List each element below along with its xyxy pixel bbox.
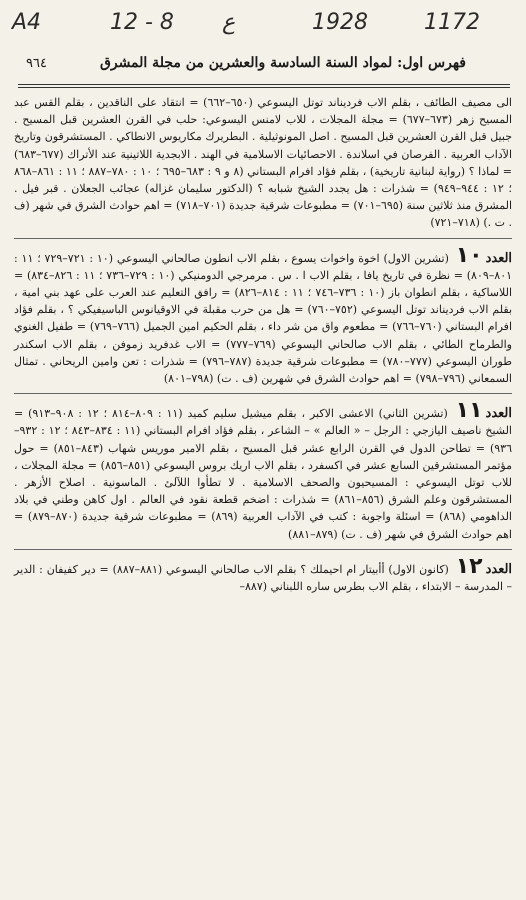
handwritten-ayn: ع xyxy=(222,10,236,35)
issue-month: (تشرين الثاني) xyxy=(378,407,448,421)
section-divider xyxy=(14,238,512,239)
issue-contents: الاعشى الاكبر ، بقلم ميشيل سليم كميد (١١ : ٨٠٩–٨١٤ ؛ ١٢ : ٩٠٨–٩١٣) = الشيخ ناصيف اليازجي : الرجل – « العالم » – الشاعر ، بقلم فؤاد افرام البستاني (١١ : ٨٣٤–٨٤٣ ؛ ١٢ : ٩٣٢–٩٣٦) = تطاحن الدول في القرن الرابع عشر قبل المسيح ، بقلم الامير موريس شهاب (٨٤٣–٨٥١) = حول مؤتمر المستشرقين السابع عشر في اكسفرد ، بقلم الاب اريك بروس اليسوعي (٨٥١–٨٥٦) = مجلة المجلات ، للاب توتل اليسوعي : المسيحيون والصحف الاسلامية . لا تطأوا اللآلئ . الماسونية . اصلاح الأزهر . المستشرقون وعلم الشرق (٨٥٦–٨٦١) = شذرات : اضخم قطعة نقود في العالم . اول كاهن وطني في بلاد الداهومي (٨٦٨) = اسئلة واجوبة : كتب في الآداب العربية (٨٦٩) = مطبوعات شرقية جديدة (٨٧٠–٨٧٩) = اهم حوادث الشرق في شهر (ف . ت) (٨٧٩–٨٨١) xyxy=(14,407,513,541)
issue-contents: اخوة واخوات يسوع ، بقلم الاب انطون صالحاني اليسوعي (١٠ : ٧٢١–٧٢٩ ؛ ١١ : ٨٠١–٨٠٩) = نظرة في تاريخ يافا ، بقلم الاب ا . س . مرمرجي الدومنيكي (١٠ : ٧٢٩–٧٣٦ ؛ ١١ : ٨٢٦–٨٣٤) = اللاساكية ، بقلم انطوان باز (١٠ : ٧٣٦–٧٤٦ ؛ ١١ : ٨١٤–٨٢٦) = رافق التعليم عند العرب على عهد بني امية ، بقلم الاب فرديناند توتل اليسوعي (٧٥٢–٧٦٠) = هل من حرب مقبلة في الاوقيانوس الباسيفيكي ؟ ، بقلم فؤاد افرام البستاني (٧٦٠–٧٦٦) = مطعوم واق من شر داء ، بقلم الحكيم امين الجميل (٧٦٦–٧٦٩) = طفيل الغنوي والطرماح الطائي ، بقلم الاب صالحاني اليسوعي (٧٦٩–٧٧٧) = الاب غدفريد زموفن ، بقلم الاب اسكندر طوران اليسوعي (٧٧٧–٧٨٠) = مطبوعات شرقية جديدة (٧٨٧–٧٩٦) = شذرات : تعن وامين الريحاني . تمثال السمعاني (٧٩٦–٧٩٨) = اهم حوادث الشرق في شهرين (ف . ت) (٧٩٨–٨٠١) xyxy=(14,251,513,386)
page-number: ٩٦٤ xyxy=(26,56,47,71)
issue-section xyxy=(14,398,513,543)
issue-section xyxy=(14,553,513,595)
index-body xyxy=(14,94,512,595)
issue-month: (كانون الاول) xyxy=(388,562,449,576)
page-title: فهرس اول: لمواد السنة السادسة والعشرين من مجلة المشرق xyxy=(99,55,466,71)
issue-contents: أأبيتار ام احيملك ؟ بقلم الاب صالحاني اليسوعي (٨٨١–٨٨٧) = دير كفيفان : الدير – المدرسة – الابتداء ، بقلم الاب بطرس ساره اللبناني (٨٨٧– xyxy=(14,562,512,594)
handwritten-year: 1928 xyxy=(312,10,368,35)
issue-number: ١٢ xyxy=(455,553,483,579)
handwritten-annotation xyxy=(0,10,526,42)
handwritten-code: A4 xyxy=(12,10,42,35)
issue-section xyxy=(14,242,513,388)
issue-label: العدد xyxy=(485,250,513,266)
section-divider xyxy=(14,549,512,550)
issue-label: العدد xyxy=(485,406,512,422)
issue-number: ١٠ xyxy=(455,242,483,268)
issue-number: ١١ xyxy=(455,398,483,424)
page-header xyxy=(18,52,510,82)
section-divider xyxy=(14,393,512,394)
handwritten-date: 12 - 8 xyxy=(110,10,174,35)
header-rule xyxy=(18,84,510,85)
handwritten-ref: 1172 xyxy=(424,10,480,35)
intro-paragraph: الى مصيف الطائف ، بقلم الاب فرديناند توتل اليسوعي (٦٥٠–٦٦٢) = انتقاد على الناقدين ، بقلم القس عبد المسيح زهر (٦٧٣–٦٧٧) = مجلة المجلات ، للاب لامنس اليسوعي: حلب في القرن العشرين قبل المسيح . جبيل قبل القرن العشرين قبل المسيح . اصل المونوثيلية . البطريرك مكاريوس الانطاكي . المستشرقون وتاريخ الآداب العربية . الفرصان في اسلاندة . الاحصائيات الاسلامية في الهند . الابجدية اللاتينية عند الأتراك (٦٧٧–٦٨٣) = لماذا ؟ (رواية لبنانية تاريخية) ، بقلم فؤاد افرام البستاني (٨ و ٩ : ٦٨٣–٦٩٥ ؛ ١٠ : ٧٨٠–٨٨٧ ؛ ١١ : ٨٦١–٨٦٨ ؛ ١٢ : ٩٤٤–٩٤٩) = شذرات : هل يجدد الشيخ شبابه ؟ (الدكتور سليمان غزاله) عجائب الجعلان . قبر فيل . المشرق منذ ثلاثين سنة (٦٩٥–٧٠١) = مطبوعات شرقية جديدة (٧٠١–٧١٨) = اهم حوادث الشرق في شهر (ف . ت .) (٧١٨–٧٢١) xyxy=(14,96,513,230)
header-rule-2 xyxy=(18,87,510,88)
issue-label: العدد xyxy=(485,561,513,577)
issue-month: (تشرين الاول) xyxy=(383,251,449,265)
